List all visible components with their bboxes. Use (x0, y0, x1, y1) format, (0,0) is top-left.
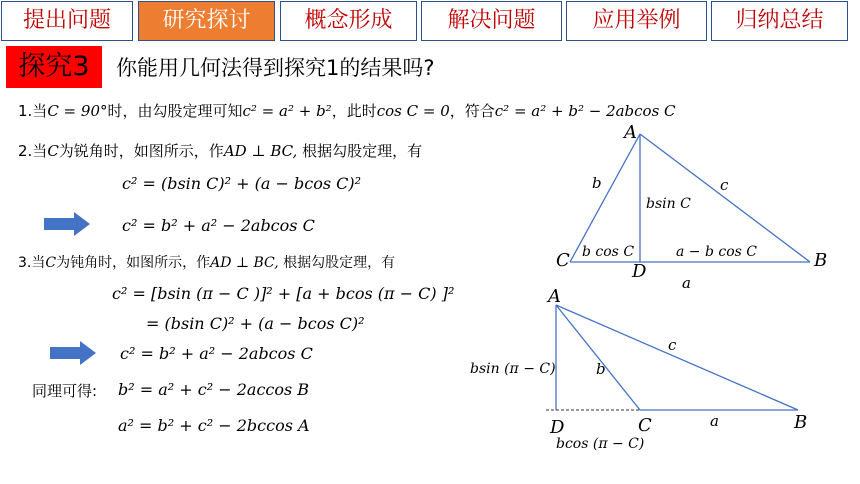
step3-eq4-text: b² = a² + c² − 2accos B (118, 380, 310, 399)
fig2-label-c: C (638, 415, 652, 436)
section-tag: 探究3 (6, 46, 102, 88)
step3-prefix: 3.当 (18, 255, 46, 271)
step3-eq1-text: c² = [bsin (π − C )]² + [a + bcos (π − C) ]² (112, 284, 455, 303)
tab-explore[interactable]: 研究探讨 (138, 1, 275, 41)
fig1-label-b: B (814, 250, 828, 271)
step1-cos: cos C = 0 (376, 102, 450, 120)
step2-text2: 根据勾股定理，有 (297, 142, 423, 160)
fig2-height-label: bsin (π − C) (470, 361, 556, 377)
tab-summary[interactable]: 归纳总结 (711, 1, 848, 41)
step1-eq2: c² = a² + b² − 2abcos C (494, 102, 676, 120)
step2-perp: AD ⊥ BC, (223, 142, 298, 160)
similar-label: 同理可得: (32, 382, 98, 400)
step2-prefix: 2.当 (18, 142, 48, 160)
fig2-label-b: B (794, 412, 808, 433)
step1-eq1: c² = a² + b² (242, 102, 332, 120)
fig1-label-a: A (624, 122, 637, 143)
fig1-height-label: bsin C (646, 196, 691, 212)
step3-perp: AD ⊥ BC, (210, 255, 279, 271)
fig1-seg-cd-label: b cos C (582, 244, 635, 260)
question-title: 你能用几何法得到探究1的结果吗? (116, 56, 435, 80)
fig1-label-d: D (632, 261, 647, 282)
fig1-side-a-label: a (682, 274, 691, 292)
fig2-label-d: D (550, 417, 565, 438)
tab-solve[interactable]: 解决问题 (421, 1, 562, 41)
fig1-seg-db-label: a − b cos C (676, 244, 758, 260)
step2-eq1-text: c² = (bsin C)² + (a − bcos C)² (122, 174, 362, 193)
fig1-side-b-label: b (592, 174, 602, 192)
step3-eq2-text: = (bsin C)² + (a − bcos C)² (146, 314, 365, 333)
tab-ask-question[interactable]: 提出问题 (1, 1, 133, 41)
fig2-label-a: A (548, 286, 561, 307)
step1-text3: ，符合 (449, 102, 495, 120)
fig2-side-c-label: c (668, 336, 677, 354)
step3-var: C (45, 255, 57, 271)
fig1-label-c: C (556, 250, 570, 271)
step1-prefix: 1.当 (18, 102, 48, 120)
fig2-seg-dc-label: bcos (π − C) (556, 436, 645, 452)
step3-text1: 为钝角时，如图所示，作 (56, 255, 211, 271)
fig2-side-b-label: b (596, 360, 606, 378)
step3-text2: 根据勾股定理，有 (278, 255, 396, 271)
tab-concept[interactable]: 概念形成 (280, 1, 417, 41)
step2-text1: 为锐角时，如图所示，作 (58, 142, 224, 160)
step1-text2: ，此时 (331, 102, 377, 120)
step1-text1: 时，由勾股定理可知 (107, 102, 243, 120)
fig2-side-ac (556, 305, 640, 410)
step2-var: C (47, 142, 59, 160)
step2-eq2-text: c² = b² + a² − 2abcos C (122, 216, 315, 235)
tab-examples[interactable]: 应用举例 (566, 1, 707, 41)
fig2-side-ab (556, 305, 798, 410)
step1-cond: C = 90° (47, 102, 108, 120)
step3-eq5-text: a² = b² + c² − 2bccos A (118, 416, 310, 435)
step3-eq3-text: c² = b² + a² − 2abcos C (120, 344, 313, 363)
fig2-side-a-label: a (710, 412, 719, 430)
fig1-side-c-label: c (720, 176, 729, 194)
